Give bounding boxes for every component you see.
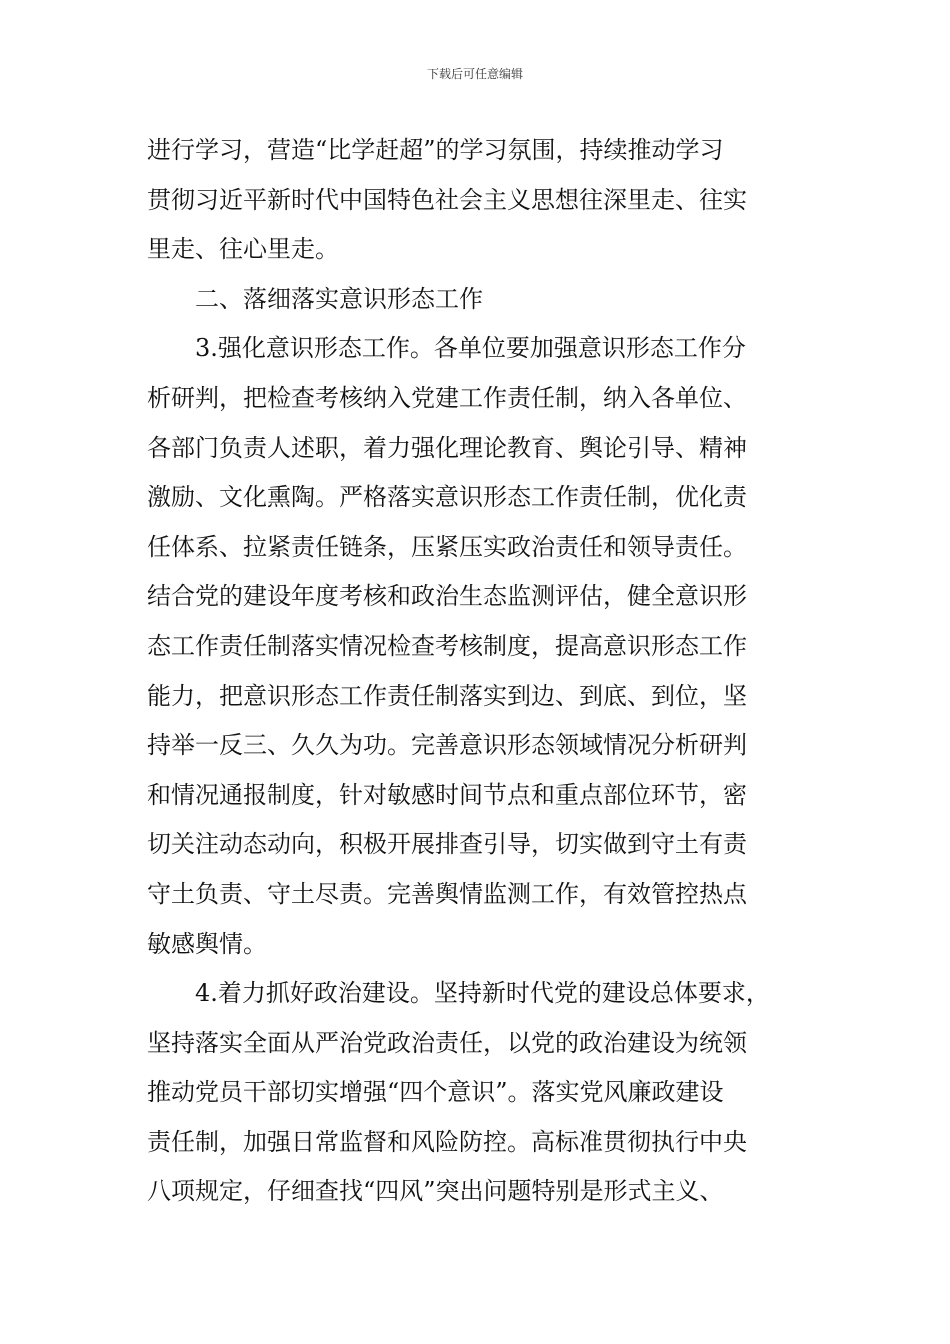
text-line: 4.着力抓好政治建设。坚持新时代党的建设总体要求， [195,979,770,1008]
text-line: 贯彻习近平新时代中国特色社会主义思想往深里走、往实 [147,185,747,214]
text-line: 态工作责任制落实情况检查考核制度，提高意识形态工作 [147,631,747,660]
text-line: 能力，把意识形态工作责任制落实到边、到底、到位，坚 [147,681,747,710]
document-body [147,126,807,1217]
text-line: 里走、往心里走。 [147,235,339,264]
text-line: 结合党的建设年度考核和政治生态监测评估，健全意识形 [147,582,747,611]
text-line: 切关注动态动向，积极开展排查引导，切实做到守土有责 [147,830,747,859]
text-line: 八项规定，仔细查找“四风”突出问题特别是形式主义、 [147,1177,724,1206]
text-line: 析研判，把检查考核纳入党建工作责任制，纳入各单位、 [147,383,747,412]
text-line: 任体系、拉紧责任链条，压紧压实政治责任和领导责任。 [147,532,747,561]
text-line: 敏感舆情。 [147,929,267,958]
text-line: 各部门负责人述职，着力强化理论教育、舆论引导、精神 [147,433,747,462]
text-line: 推动党员干部切实增强“四个意识”。落实党风廉政建设 [147,1078,724,1107]
text-line: 3.强化意识形态工作。各单位要加强意识形态工作分 [195,334,746,363]
section-heading: 二、落细落实意识形态工作 [195,284,483,313]
text-line: 守土负责、守土尽责。完善舆情监测工作，有效管控热点 [147,879,747,908]
text-line: 激励、文化熏陶。严格落实意识形态工作责任制，优化责 [147,483,747,512]
page-header: 下载后可任意编辑 [426,67,523,81]
text-line: 责任制，加强日常监督和风险防控。高标准贯彻执行中央 [147,1127,747,1156]
text-line: 坚持落实全面从严治党政治责任，以党的政治建设为统领 [147,1028,747,1057]
text-line: 持举一反三、久久为功。完善意识形态领域情况分析研判 [147,731,747,760]
text-line: 进行学习，营造“比学赶超”的学习氛围，持续推动学习 [147,136,724,164]
text-line: 和情况通报制度，针对敏感时间节点和重点部位环节，密 [147,780,747,809]
